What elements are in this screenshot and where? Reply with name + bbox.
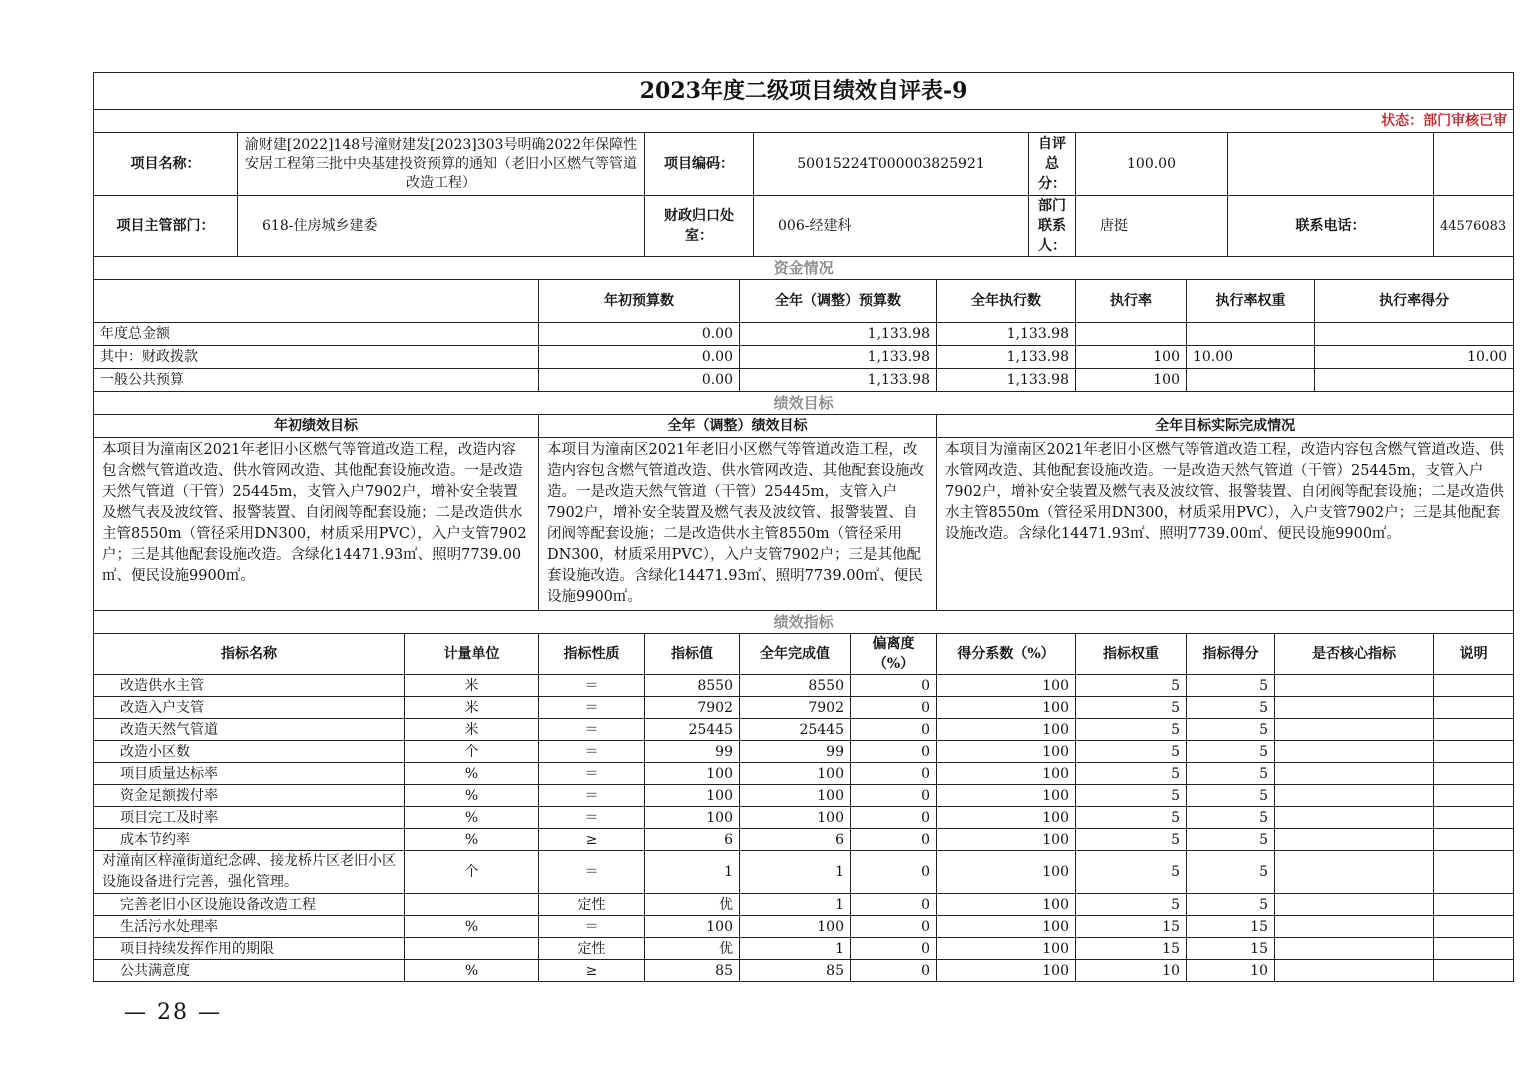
table-row: [94, 807, 1514, 829]
ind-coefficient: 100: [937, 829, 1076, 851]
ind-weight: 5: [1076, 851, 1187, 894]
ind-note: [1434, 938, 1514, 960]
funds-header-initial: 年初预算数: [539, 280, 740, 323]
ind-target: 25445: [645, 719, 740, 741]
ind-weight: 15: [1076, 916, 1187, 938]
ind-note: [1434, 807, 1514, 829]
ind-unit: %: [405, 829, 539, 851]
ind-core: [1275, 785, 1434, 807]
funds-row: [94, 323, 1514, 346]
funds-row: [94, 369, 1514, 392]
ind-note: [1434, 829, 1514, 851]
ind-header-target: 指标值: [645, 634, 740, 675]
ind-note: [1434, 916, 1514, 938]
ind-unit: 米: [405, 719, 539, 741]
funds-row-rate: [1076, 323, 1187, 346]
ind-name: 改造入户支管: [94, 697, 405, 719]
ind-score: 15: [1187, 916, 1275, 938]
ind-nature: ＝: [539, 851, 645, 894]
ind-deviation: 0: [851, 851, 937, 894]
table-row: [94, 763, 1514, 785]
project-name-label: 项目名称：: [94, 133, 238, 196]
ind-nature: ＝: [539, 697, 645, 719]
funds-row-adjusted: 1,133.98: [740, 323, 937, 346]
contact-value: 唐挺: [1076, 196, 1228, 257]
ind-unit: 个: [405, 851, 539, 894]
ind-weight: 5: [1076, 829, 1187, 851]
ind-unit: %: [405, 763, 539, 785]
funds-header-weight: 执行率权重: [1187, 280, 1315, 323]
ind-target: 100: [645, 763, 740, 785]
ind-name: 改造供水主管: [94, 675, 405, 697]
ind-unit: [405, 894, 539, 916]
ind-name: 改造天然气管道: [94, 719, 405, 741]
funds-row-score: [1315, 369, 1514, 392]
ind-score: 5: [1187, 763, 1275, 785]
funds-row-initial: 0.00: [539, 346, 740, 369]
ind-name: 项目质量达标率: [94, 763, 405, 785]
table-row: [94, 719, 1514, 741]
ind-actual: 6: [740, 829, 851, 851]
ind-weight: 5: [1076, 697, 1187, 719]
finance-label: 财政归口处室：: [645, 196, 754, 257]
ind-coefficient: 100: [937, 741, 1076, 763]
ind-name: 资金足额拨付率: [94, 785, 405, 807]
ind-core: [1275, 938, 1434, 960]
ind-coefficient: 100: [937, 675, 1076, 697]
ind-actual: 8550: [740, 675, 851, 697]
ind-weight: 5: [1076, 719, 1187, 741]
ind-core: [1275, 807, 1434, 829]
ind-header-unit: 计量单位: [405, 634, 539, 675]
ind-score: 10: [1187, 960, 1275, 982]
ind-unit: 米: [405, 697, 539, 719]
goal-actual-text: 本项目为潼南区2021年老旧小区燃气等管道改造工程，改造内容包含燃气管道改造、供水管网改造、其他配套设施改造。一是改造天然气管道（干管）25445m，支管入户7902户，增补安全装置及燃气表及波纹管、报警装置、自闭阀等配套设施；二是改造供水主管8550m（管径采用DN300，材质采用PVC），入户支管7902户；三是其他配套设施改造。含绿化14471.93㎡、照明7739.00㎡、便民设施9900㎡。: [937, 438, 1514, 611]
table-row: [94, 675, 1514, 697]
table-row: [94, 851, 1514, 894]
ind-actual: 7902: [740, 697, 851, 719]
ind-unit: 个: [405, 741, 539, 763]
total-score: 100.00: [1076, 133, 1228, 196]
ind-name: 改造小区数: [94, 741, 405, 763]
ind-note: [1434, 851, 1514, 894]
ind-header-actual: 全年完成值: [740, 634, 851, 675]
table-row: [94, 916, 1514, 938]
ind-weight: 5: [1076, 807, 1187, 829]
ind-actual: 100: [740, 807, 851, 829]
ind-score: 15: [1187, 938, 1275, 960]
ind-core: [1275, 763, 1434, 785]
blank-cell: [1434, 133, 1514, 196]
ind-header-core: 是否核心指标: [1275, 634, 1434, 675]
ind-unit: %: [405, 785, 539, 807]
ind-nature: ＝: [539, 916, 645, 938]
funds-row-rate: 100: [1076, 369, 1187, 392]
ind-deviation: 0: [851, 894, 937, 916]
funds-row-name: 一般公共预算: [94, 369, 539, 392]
evaluation-table: [93, 72, 1514, 982]
ind-note: [1434, 960, 1514, 982]
ind-nature: ≥: [539, 829, 645, 851]
ind-note: [1434, 697, 1514, 719]
ind-unit: [405, 938, 539, 960]
ind-coefficient: 100: [937, 785, 1076, 807]
ind-note: [1434, 675, 1514, 697]
ind-coefficient: 100: [937, 851, 1076, 894]
ind-deviation: 0: [851, 938, 937, 960]
ind-deviation: 0: [851, 675, 937, 697]
funds-row-name: 年度总金额: [94, 323, 539, 346]
funds-row-adjusted: 1,133.98: [740, 346, 937, 369]
ind-unit: 米: [405, 675, 539, 697]
table-row: [94, 785, 1514, 807]
ind-core: [1275, 916, 1434, 938]
finance-value: 006-经建科: [754, 196, 1029, 257]
project-code-label: 项目编码：: [645, 133, 754, 196]
ind-unit: %: [405, 960, 539, 982]
ind-score: 5: [1187, 829, 1275, 851]
page-title: 2023年度二级项目绩效自评表-9: [94, 73, 1514, 110]
funds-row-score: [1315, 323, 1514, 346]
ind-nature: ＝: [539, 675, 645, 697]
ind-coefficient: 100: [937, 697, 1076, 719]
funds-row-weight: [1187, 369, 1315, 392]
blank-cell: [94, 280, 539, 323]
ind-coefficient: 100: [937, 894, 1076, 916]
ind-nature: ＝: [539, 719, 645, 741]
blank-cell: [1228, 133, 1434, 196]
ind-name: 完善老旧小区设施设备改造工程: [94, 894, 405, 916]
ind-target: 99: [645, 741, 740, 763]
funds-header-score: 执行率得分: [1315, 280, 1514, 323]
ind-core: [1275, 829, 1434, 851]
funds-header-executed: 全年执行数: [937, 280, 1076, 323]
ind-score: 5: [1187, 697, 1275, 719]
ind-target: 8550: [645, 675, 740, 697]
ind-coefficient: 100: [937, 916, 1076, 938]
ind-coefficient: 100: [937, 763, 1076, 785]
table-row: [94, 829, 1514, 851]
ind-nature: ＝: [539, 807, 645, 829]
ind-header-deviation: 偏离度（%）: [851, 634, 937, 675]
ind-note: [1434, 894, 1514, 916]
funds-row-executed: 1,133.98: [937, 323, 1076, 346]
funds-row-adjusted: 1,133.98: [740, 369, 937, 392]
ind-target: 85: [645, 960, 740, 982]
ind-weight: 5: [1076, 675, 1187, 697]
funds-row-weight: 10.00: [1187, 346, 1315, 369]
ind-name: 公共满意度: [94, 960, 405, 982]
ind-core: [1275, 697, 1434, 719]
ind-weight: 5: [1076, 785, 1187, 807]
ind-weight: 10: [1076, 960, 1187, 982]
ind-header-score: 指标得分: [1187, 634, 1275, 675]
page-number: — 28 —: [124, 1000, 222, 1025]
ind-target: 100: [645, 807, 740, 829]
ind-core: [1275, 894, 1434, 916]
ind-nature: 定性: [539, 938, 645, 960]
ind-actual: 25445: [740, 719, 851, 741]
ind-note: [1434, 785, 1514, 807]
ind-name: 项目持续发挥作用的期限: [94, 938, 405, 960]
ind-actual: 1: [740, 851, 851, 894]
ind-actual: 1: [740, 938, 851, 960]
ind-core: [1275, 675, 1434, 697]
ind-core: [1275, 719, 1434, 741]
ind-core: [1275, 851, 1434, 894]
ind-coefficient: 100: [937, 807, 1076, 829]
ind-header-weight: 指标权重: [1076, 634, 1187, 675]
phone-value: 44576083: [1434, 196, 1514, 257]
ind-name: 成本节约率: [94, 829, 405, 851]
ind-target: 100: [645, 916, 740, 938]
indicators-section-title: 绩效指标: [94, 611, 1514, 634]
ind-deviation: 0: [851, 697, 937, 719]
score-label: 自评总分：: [1029, 133, 1076, 196]
ind-nature: 定性: [539, 894, 645, 916]
ind-coefficient: 100: [937, 719, 1076, 741]
contact-label: 部门联系人：: [1029, 196, 1076, 257]
project-code: 50015224T000003825921: [754, 133, 1029, 196]
ind-note: [1434, 719, 1514, 741]
ind-weight: 5: [1076, 763, 1187, 785]
ind-note: [1434, 763, 1514, 785]
funds-row-score: 10.00: [1315, 346, 1514, 369]
ind-header-note: 说明: [1434, 634, 1514, 675]
ind-header-coefficient: 得分系数（%）: [937, 634, 1076, 675]
table-row: [94, 741, 1514, 763]
ind-core: [1275, 960, 1434, 982]
ind-actual: 85: [740, 960, 851, 982]
ind-name: 项目完工及时率: [94, 807, 405, 829]
ind-actual: 100: [740, 785, 851, 807]
ind-nature: ＝: [539, 785, 645, 807]
ind-deviation: 0: [851, 916, 937, 938]
ind-score: 5: [1187, 675, 1275, 697]
funds-row-initial: 0.00: [539, 369, 740, 392]
ind-nature: ≥: [539, 960, 645, 982]
ind-score: 5: [1187, 719, 1275, 741]
ind-nature: ＝: [539, 763, 645, 785]
goal-header-actual: 全年目标实际完成情况: [937, 415, 1514, 438]
funds-row-weight: [1187, 323, 1315, 346]
ind-deviation: 0: [851, 763, 937, 785]
ind-weight: 15: [1076, 938, 1187, 960]
ind-actual: 100: [740, 916, 851, 938]
funds-row-rate: 100: [1076, 346, 1187, 369]
ind-header-nature: 指标性质: [539, 634, 645, 675]
ind-deviation: 0: [851, 719, 937, 741]
ind-deviation: 0: [851, 785, 937, 807]
project-name: 渝财建[2022]148号潼财建发[2023]303号明确2022年保障性安居工程第三批中央基建投资预算的通知（老旧小区燃气等管道改造工程）: [238, 133, 645, 196]
funds-row: [94, 346, 1514, 369]
dept-label: 项目主管部门：: [94, 196, 238, 257]
ind-target: 6: [645, 829, 740, 851]
ind-note: [1434, 741, 1514, 763]
ind-deviation: 0: [851, 960, 937, 982]
goal-header-initial: 年初绩效目标: [94, 415, 539, 438]
ind-score: 5: [1187, 851, 1275, 894]
ind-deviation: 0: [851, 807, 937, 829]
goals-section-title: 绩效目标: [94, 392, 1514, 415]
ind-header-name: 指标名称: [94, 634, 405, 675]
ind-target: 7902: [645, 697, 740, 719]
ind-target: 100: [645, 785, 740, 807]
ind-actual: 100: [740, 763, 851, 785]
funds-row-executed: 1,133.98: [937, 369, 1076, 392]
ind-score: 5: [1187, 785, 1275, 807]
phone-label: 联系电话：: [1228, 196, 1434, 257]
status-badge: 状态：部门审核已审: [94, 110, 1514, 133]
ind-weight: 5: [1076, 741, 1187, 763]
ind-deviation: 0: [851, 741, 937, 763]
ind-name: 生活污水处理率: [94, 916, 405, 938]
ind-score: 5: [1187, 741, 1275, 763]
ind-actual: 99: [740, 741, 851, 763]
dept-value: 618-住房城乡建委: [238, 196, 645, 257]
table-row: [94, 960, 1514, 982]
goal-initial-text: 本项目为潼南区2021年老旧小区燃气等管道改造工程，改造内容包含燃气管道改造、供水管网改造、其他配套设施改造。一是改造天然气管道（干管）25445m，支管入户7902户，增补安全装置及燃气表及波纹管、报警装置、自闭阀等配套设施；二是改造供水主管8550m（管径采用DN300，材质采用PVC），入户支管7902户；三是其他配套设施改造。含绿化14471.93㎡、照明7739.00㎡、便民设施9900㎡。: [94, 438, 539, 611]
funds-row-executed: 1,133.98: [937, 346, 1076, 369]
ind-nature: ＝: [539, 741, 645, 763]
table-row: [94, 697, 1514, 719]
ind-unit: %: [405, 916, 539, 938]
ind-score: 5: [1187, 807, 1275, 829]
goal-header-adjusted: 全年（调整）绩效目标: [539, 415, 937, 438]
ind-unit: %: [405, 807, 539, 829]
ind-core: [1275, 741, 1434, 763]
funds-row-name: 其中：财政拨款: [94, 346, 539, 369]
ind-actual: 1: [740, 894, 851, 916]
ind-coefficient: 100: [937, 960, 1076, 982]
table-row: [94, 938, 1514, 960]
funds-header-adjusted: 全年（调整）预算数: [740, 280, 937, 323]
ind-target: 1: [645, 851, 740, 894]
goal-adjusted-text: 本项目为潼南区2021年老旧小区燃气等管道改造工程，改造内容包含燃气管道改造、供水管网改造、其他配套设施改造。一是改造天然气管道（干管）25445m，支管入户7902户，增补安全装置及燃气表及波纹管、报警装置、自闭阀等配套设施；二是改造供水主管8550m（管径采用DN300，材质采用PVC），入户支管7902户；三是其他配套设施改造。含绿化14471.93㎡、照明7739.00㎡、便民设施9900㎡。: [539, 438, 937, 611]
ind-target: 优: [645, 894, 740, 916]
ind-score: 5: [1187, 894, 1275, 916]
indicators-body: [94, 675, 1514, 982]
ind-coefficient: 100: [937, 938, 1076, 960]
ind-weight: 5: [1076, 894, 1187, 916]
table-row: [94, 894, 1514, 916]
funds-header-rate: 执行率: [1076, 280, 1187, 323]
ind-name: 对潼南区梓潼街道纪念碑、接龙桥片区老旧小区设施设备进行完善，强化管理。: [94, 851, 405, 894]
ind-target: 优: [645, 938, 740, 960]
funds-section-title: 资金情况: [94, 257, 1514, 280]
funds-row-initial: 0.00: [539, 323, 740, 346]
ind-deviation: 0: [851, 829, 937, 851]
self-evaluation-sheet: [93, 72, 1508, 982]
